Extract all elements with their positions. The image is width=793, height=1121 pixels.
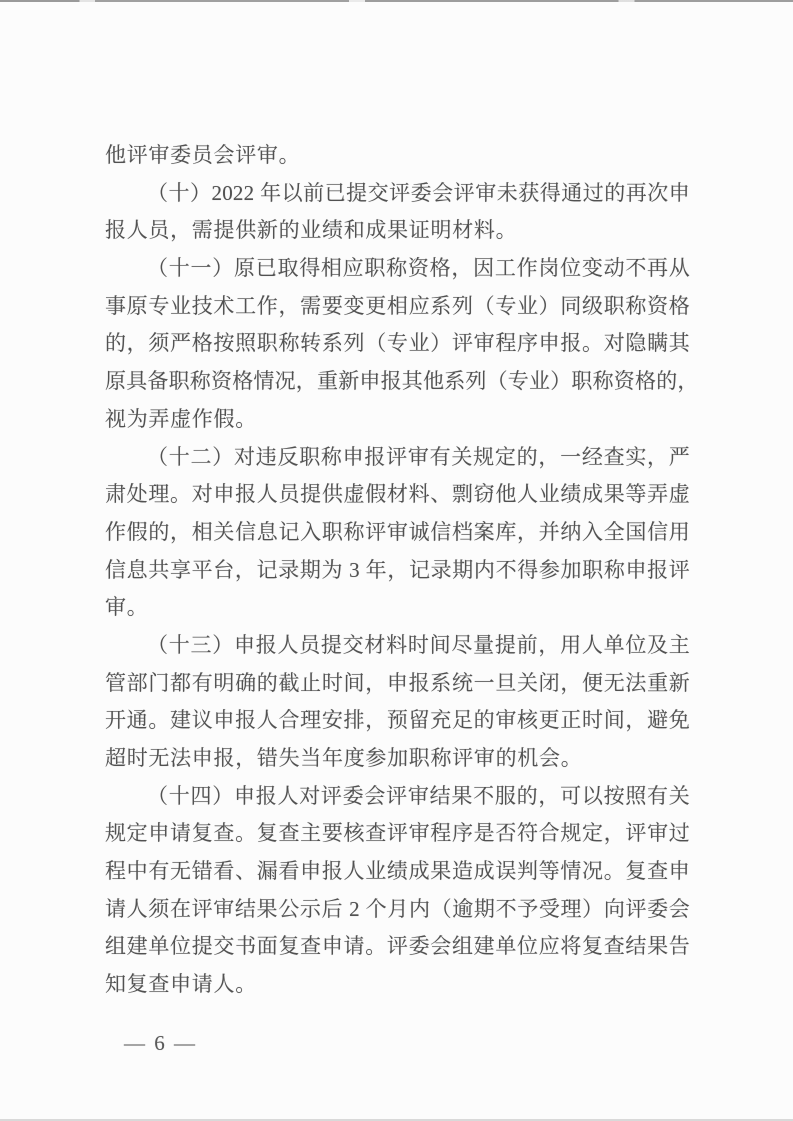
text-line: 知复查申请人。 bbox=[105, 972, 257, 997]
text-line: 请人须在评审结果公示后 2 个月内（逾期不予受理）向评委会 bbox=[105, 896, 690, 921]
text-line: 事原专业技术工作，需要变更相应系列（专业）同级职称资格 bbox=[105, 293, 690, 318]
text-line: （十三）申报人员提交材料时间尽量提前，用人单位及主 bbox=[147, 632, 690, 657]
text-line: 程中有无错看、漏看申报人业绩成果造成误判等情况。复查申 bbox=[105, 859, 690, 884]
text-line: 开通。建议申报人合理安排，预留充足的审核更正时间，避免 bbox=[105, 708, 690, 733]
page-footer bbox=[124, 1028, 197, 1058]
text-line: 报人员，需提供新的业绩和成果证明材料。 bbox=[105, 218, 518, 243]
text-line: 超时无法申报，错失当年度参加职称评审的机会。 bbox=[105, 746, 583, 770]
text-line: 组建单位提交书面复查申请。评委会组建单位应将复查结果告 bbox=[105, 934, 690, 959]
text-line: 信息共享平台，记录期为 3 年，记录期内不得参加职称申报评 bbox=[105, 557, 690, 582]
scan-artifact-top-edge bbox=[0, 0, 793, 2]
text-line: 原具备职称资格情况，重新申报其他系列（专业）职称资格的， bbox=[105, 369, 699, 394]
text-line: （十四）申报人对评委会评审结果不服的，可以按照有关 bbox=[147, 783, 690, 808]
document-body bbox=[105, 137, 699, 1004]
text-line: （十一）原已取得相应职称资格，因工作岗位变动不再从 bbox=[147, 256, 690, 281]
text-line: 管部门都有明确的截止时间，申报系统一旦关闭，便无法重新 bbox=[105, 670, 690, 695]
text-line: 审。 bbox=[105, 595, 149, 620]
text-line: （十二）对违反职称申报评审有关规定的，一经查实，严 bbox=[147, 444, 690, 469]
text-line: （十）2022 年以前已提交评委会评审未获得通过的再次申 bbox=[147, 180, 690, 205]
text-line: 作假的，相关信息记入职称评审诚信档案库，并纳入全国信用 bbox=[105, 519, 690, 544]
page-number: — 6 — bbox=[124, 1031, 197, 1055]
text-line: 肃处理。对申报人员提供虚假材料、剽窃他人业绩成果等弄虚 bbox=[105, 482, 690, 507]
text-line: 视为弄虚作假。 bbox=[105, 406, 257, 431]
text-line: 的，须严格按照职称转系列（专业）评审程序申报。对隐瞒其 bbox=[105, 331, 690, 356]
text-line: 规定申请复查。复查主要核查评审程序是否符合规定，评审过 bbox=[105, 821, 690, 846]
text-line: 他评审委员会评审。 bbox=[105, 143, 301, 167]
